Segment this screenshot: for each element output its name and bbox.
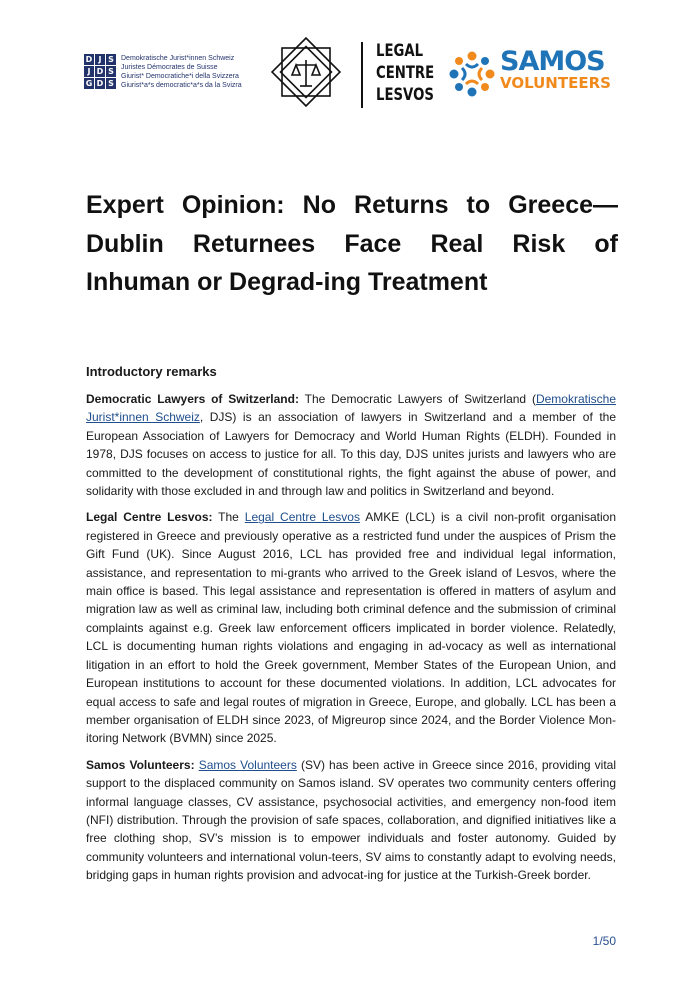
djs-logo (84, 54, 242, 90)
header-logos (84, 28, 616, 114)
paragraph-text: (SV) has been active in Greece since 2016, providing vital support to the displaced community on Samos island. SV operates two community centers offering informal language classes, CV assistance, psychosocial activities, and emergency non-food item (NFI) distribution. Through the provision of safe spaces, collaboration, and dignified initiatives like a free clothing shop, SV’s mission is to empower individuals and foster autonomy. Guided by community volunteers and international volun-teers, SV aims to constantly adapt to evolving needs, bridging gaps in human rights provision and advocat-ing for justice at the Turkish-Greek border. (86, 757, 616, 883)
lcl-wordmark-line: LEGAL (376, 41, 424, 61)
djs-mark-letter: S (106, 78, 116, 89)
sv-link[interactable]: Samos Volunteers (198, 757, 297, 772)
djs-mark-letter: D (96, 67, 104, 76)
page-number: 1/50 (592, 934, 616, 948)
legal-centre-lesvos-wordmark (376, 40, 434, 106)
lcl-wordmark-line: LESVOS (376, 85, 434, 105)
djs-link[interactable]: Demokratische Jurist*innen Schweiz (86, 392, 616, 425)
section-heading: Introductory remarks (86, 364, 217, 379)
paragraph-text: The Democratic Lawyers of Switzerland ( (298, 392, 536, 406)
paragraph-label: Samos Volunteers: (86, 757, 195, 772)
djs-logo-mark (84, 54, 116, 90)
legal-centre-lesvos-emblem (266, 32, 346, 112)
paragraph-text: The (212, 510, 245, 525)
paragraph-text: AMKE (LCL) is a civil non-profit organisation registered in Greece and previously operative as a restricted fund under the auspices of Prism the Gift Fund (UK). Since August 2016, LCL has provided free and individual legal information, assistance, and representation to mi-grants who arrived to the Greek island of Lesvos, where the main office is based. This legal assistance and representation is offered in matters of asylum and migration law as well as criminal law, including both criminal defence and the submission of criminal complaints against e.g. Greek law enforcement officers implicated in border violence. Relatedly, LCL is documenting human rights violations and engaging in ad-vocacy as well as international litigation in an effort to hold the Greek government, Member States of the European Union, and European institutions to account for these documented violations. In addition, LCL advocates for equal access to safe and legal routes of migration in Greece, Europe, and globally. LCL has been a member organisation of ELDH since 2023, of Migreurop since 2024, and the Border Violence Mon-itoring Network (BVMN) since 2025. (86, 510, 616, 746)
document-title: Expert Opinion: No Returns to Greece—Dublin Returnees Face Real Risk of Inhuman or Degrad-ing Treatment (86, 191, 618, 296)
djs-mark-letter: S (106, 66, 116, 77)
djs-logo-line: Giurist*a*s democratic*a*s da la Svizra (121, 82, 242, 89)
djs-logo-line: Demokratische Jurist*innen Schweiz (121, 55, 235, 62)
djs-mark-letter: G (85, 79, 93, 88)
paragraph-label: Democratic Lawyers of Switzerland: (86, 392, 299, 406)
samos-wordmark-line2: VOLUNTEERS (500, 74, 611, 92)
samos-volunteers-wordmark (500, 46, 611, 92)
paragraph-text: , DJS) is an association of lawyers in Switzerland and a member of the European Association of Lawyers for Democracy and World Human Rights (ELDH). Founded in 1978, DJS focuses on access to justice for all. To this day, DJS unites jurists and lawyers who are committed to the development of constitutional rights, the fight against the abuse of power, and solidarity with those excluded in and through law and politics in Switzerland and beyond. (86, 410, 617, 499)
lcl-link[interactable]: Legal Centre Lesvos (244, 510, 360, 525)
samos-volunteers-emblem (446, 48, 498, 100)
logo-divider (361, 42, 363, 108)
document-body (86, 362, 616, 893)
djs-mark-letter: D (85, 55, 93, 64)
djs-logo-line: Giurist* Democratiche*i della Svizzera (121, 73, 239, 80)
djs-logo-text (121, 54, 242, 90)
djs-logo-line: Juristes Démocrates de Suisse (121, 64, 218, 71)
paragraph-label: Legal Centre Lesvos: (86, 510, 213, 525)
paragraph-sv (86, 756, 616, 885)
paragraph-lcl (86, 508, 616, 747)
djs-mark-letter: D (96, 79, 104, 88)
paragraph-djs (86, 390, 616, 500)
lcl-wordmark-line: CENTRE (376, 63, 435, 83)
samos-wordmark-line1: SAMOS (500, 46, 605, 77)
djs-mark-letter: J (95, 54, 105, 65)
djs-mark-letter: S (106, 54, 116, 65)
djs-mark-letter: J (84, 66, 94, 77)
